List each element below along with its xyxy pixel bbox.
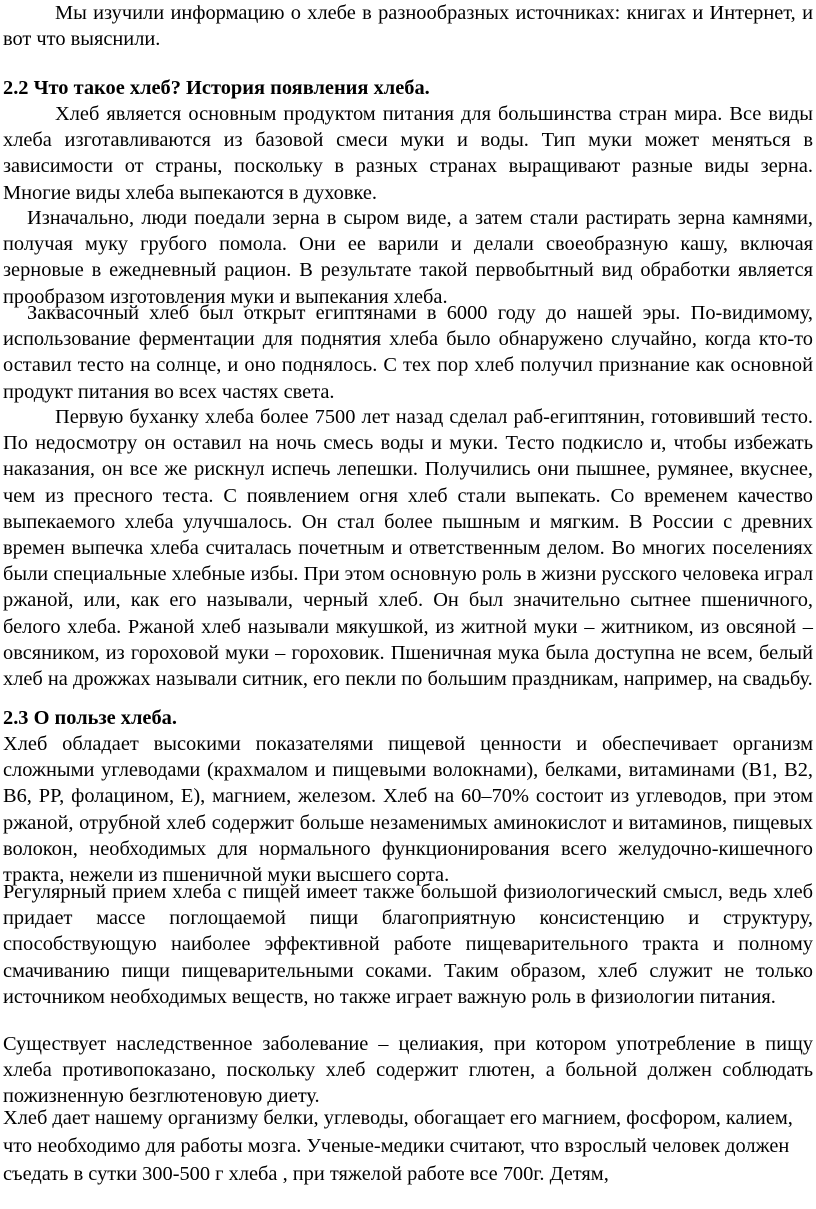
paragraph-grain-history: Изначально, люди поедали зерна в сыром виде, а затем стали растирать зерна камнями, получая муку грубого помола. Они ее варили и делали своеобразную кашу, включая зерновые в ежедневный рацион. В результате такой первобытный вид обработки является прообразом изготовления муки и выпекания хлеба. <box>3 207 813 308</box>
paragraph-bread-basics: Хлеб является основным продуктом питания для большинства стран мира. Все виды хлеба изготавливаются из базовой смеси муки и воды. Тип муки может меняться в зависимости от страны, поскольку в разных странах выращивают разные виды зерна. Многие виды хлеба выпекаются в духовке. <box>3 103 813 204</box>
paragraph-daily-intake: Хлеб дает нашему организму белки, углеводы, обогащает его магнием, фосфором, калием, что необходимо для работы мозга. Ученые-медики считают, что взрослый человек должен съедать в сутки 300-500 г хлеба , при тяжелой работе все 700г. Детям, <box>3 1107 793 1185</box>
section-heading-2-2: 2.2 Что такое хлеб? История появления хлеба. <box>3 77 430 99</box>
paragraph-celiac: Существует наследственное заболевание – целиакия, при котором употребление в пищу хлеба противопоказано, поскольку хлеб содержит глютен, а больной должен соблюдать пожизненную безглютеновую диету. <box>3 1033 813 1108</box>
paragraph-first-loaf: Первую буханку хлеба более 7500 лет назад сделал раб-египтянин, готовивший тесто. По недосмотру он оставил на ночь смесь воды и муки. Тесто подкисло и, чтобы избежать наказания, он все же рискнул испечь лепешки. Получились они пышнее, румянее, вкуснее, чем из пресного теста. С появлением огня хлеб стали выпекать. Со временем качество выпекаемого хлеба улучшалось. Он стал более пышным и мягким. В России с древних времен выпечка хлеба считалась почетным и ответственным делом. Во многих поселениях были специальные хлебные избы. При этом основную роль в жизни русского человека играл ржаной, или, как его называли, черный хлеб. Он был значительно сытнее пшеничного, белого хлеба. Ржаной хлеб называли мякушкой, из житной муки – житником, из овсяной – овсяником, из гороховой муки – гороховик. Пшеничная мука была доступна не всем, белый хлеб на дрожжах называли ситник, его пекли по большим праздникам, например, на свадьбу. <box>3 406 813 691</box>
paragraph-sourdough-egypt: Заквасочный хлеб был открыт египтянами в 6000 году до нашей эры. По-видимому, использование ферментации для поднятия хлеба было обнаружено случайно, когда кто-то оставил тесто на солнце, и оно поднялось. С тех пор хлеб получил признание как основной продукт питания во всех частях света. <box>3 302 813 403</box>
paragraph-physiology: Регулярный прием хлеба с пищей имеет также большой физиологический смысл, ведь хлеб придает массе поглощаемой пищи благоприятную консистенцию и структуру, способствующую наиболее эффективной работе пищеварительного тракта и полному смачиванию пищи пищеварительными соками. Таким образом, хлеб служит не только источником необходимых веществ, но также играет важную роль в физиологии питания. <box>3 881 813 1008</box>
paragraph-nutritional-value: Хлеб обладает высокими показателями пищевой ценности и обеспечивает организм сложными углеводами (крахмалом и пищевыми волокнами), белками, витаминами (B1, B2, B6, PP, фолацином, E), магнием, железом. Хлеб на 60–70% состоит из углеводов, при этом ржаной, отрубной хлеб содержит больше незаменимых аминокислот и витаминов, пищевых волокон, необходимых для нормального функционирования всего желудочно-кишечного тракта, нежели из пшеничной муки высшего сорта. <box>3 733 813 887</box>
intro-paragraph: Мы изучили информацию о хлебе в разнообразных источниках: книгах и Интернет, и вот что выяснили. <box>3 2 813 51</box>
section-heading-2-3: 2.3 О пользе хлеба. <box>3 707 177 729</box>
